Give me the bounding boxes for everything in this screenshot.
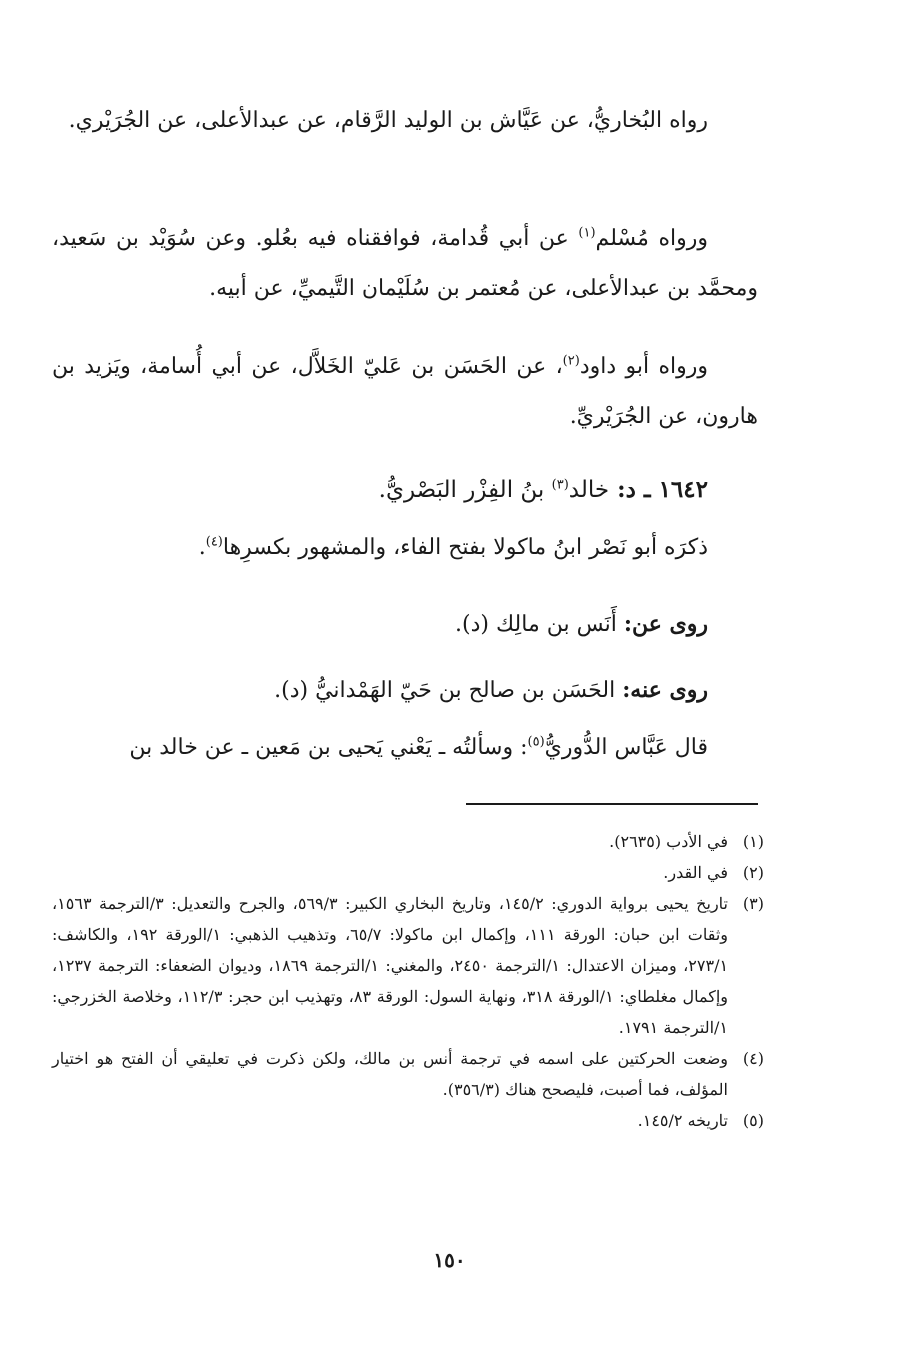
footnote-number: (٢) [742,863,764,882]
footnote-text: في الأدب (٢٦٣٥). [609,832,728,851]
page-number: ١٥٠ [433,1248,466,1272]
paragraph-abu-dawud-text-b: ، عن الحَسَن بن عَليّ الخَلاَّل، عن أبي أُسامة، ويَزيد بن هارون، عن الجُرَيْريِّ. [52,354,758,429]
line-qal-abbas [52,728,758,768]
paragraph-bukhari-text: رواه البُخاريُّ، عن عَيَّاش بن الوليد الرَّقام، عن عبدالأعلى، عن الجُرَيْري. [68,108,708,133]
footnote-ref-4: (٤) [205,534,223,550]
footnote-text: تاريخه ١٤٥/٢. [637,1111,728,1130]
rawa-anhu-text: الحَسَن بن صالح بن حَيّ الهَمْدانيُّ (د). [274,678,623,703]
footnote-item [52,888,764,1043]
line-rawa-an [52,604,758,645]
line-abu-nasr-text: ذكرَه أبو نَصْر ابنُ ماكولا بفتح الفاء، والمشهور بكسرِها [222,535,708,560]
footnote-ref-1: (١) [578,225,596,241]
footnote-ref-3: (٣) [551,477,569,493]
footnote-item [52,857,764,888]
footnote-item [52,1043,764,1105]
paragraph-bukhari [52,96,758,146]
line-abu-nasr-end: . [198,535,206,560]
paragraph-abu-dawud [52,342,758,442]
rawa-an-label: روى عن: [623,611,708,637]
footnote-ref-2: (٢) [562,353,580,369]
footnotes [52,826,764,1136]
paragraph-muslim-text-a: ورواه مُسْلم [595,226,709,251]
footnote-ref-5: (٥) [527,734,545,750]
entry-prefix: ـ د: [609,476,659,503]
footnote-number: (٥) [742,1111,764,1130]
footnote-number: (٤) [742,1049,764,1068]
footnote-item [52,1105,764,1136]
paragraph-muslim-text-b: عن أبي قُدامة، فوافقناه فيه بعُلو. وعن سُوَيْد بن سَعيد، ومحمَّد بن عبدالأعلى، عن مُعتمر بن سُلَيْمان التَّيميِّ، عن أبيه. [52,226,758,301]
line-rawa-anhu [52,670,758,711]
footnote-text: تاريخ يحيى برواية الدوري: ١٤٥/٢، وتاريخ البخاري الكبير: ٥٦٩/٣، والجرح والتعديل: ٣/الترجمة ١٥٦٣، وثقات ابن حبان: الورقة ١١١، وإكمال ابن ماكولا: ٦٥/٧، وتذهيب الذهبي: ١/الورقة ١٩٢، والكاشف: ٢٧٣/١، وميزان الاعتدال: ١/الترجمة ٢٤٥٠، والمغني: ١/الترجمة ١٨٦٩، وديوان الضعفاء: الترجمة ١٢٣٧، وإكمال مغلطاي: ١/الورقة ٣١٨، ونهاية السول: الورقة ٨٣، وتهذيب ابن حجر: ١١٢/٣، وخلاصة الخزرجي: ١/الترجمة ١٧٩١. [52,894,729,1037]
footnote-text: في القدر. [663,863,728,882]
footnote-number: (٣) [742,894,764,913]
paragraph-muslim [52,214,758,314]
footnote-text: وضعت الحركتين على اسمه في ترجمة أنس بن مالك، ولكن ذكرت في تعليقي أن الفتح هو اختيار المؤلف، فما أصبت، فليصحح هناك (٣٥٦/٣). [52,1049,728,1099]
footnote-item [52,826,764,857]
entry-number: ١٦٤٢ [658,476,708,503]
qal-text-b: : وسألتُه ـ يَعْني يَحيى بن مَعين ـ عن خالد بن [129,735,528,760]
footnote-divider [466,803,758,805]
rawa-an-text: أَنَس بن مالِك (د). [455,612,624,637]
rawa-anhu-label: روى عنه: [622,677,708,703]
entry-name-a: خالد [568,477,610,503]
qal-text-a: قال عَبَّاس الدُّوريُّ [544,735,708,760]
entry-heading [52,470,758,510]
paragraph-abu-dawud-text-a: ورواه أبو داود [579,354,708,379]
footnote-number: (١) [742,832,764,851]
line-abu-nasr [52,528,758,568]
entry-name-b: بنُ الفِزْر البَصْريُّ. [378,477,552,503]
